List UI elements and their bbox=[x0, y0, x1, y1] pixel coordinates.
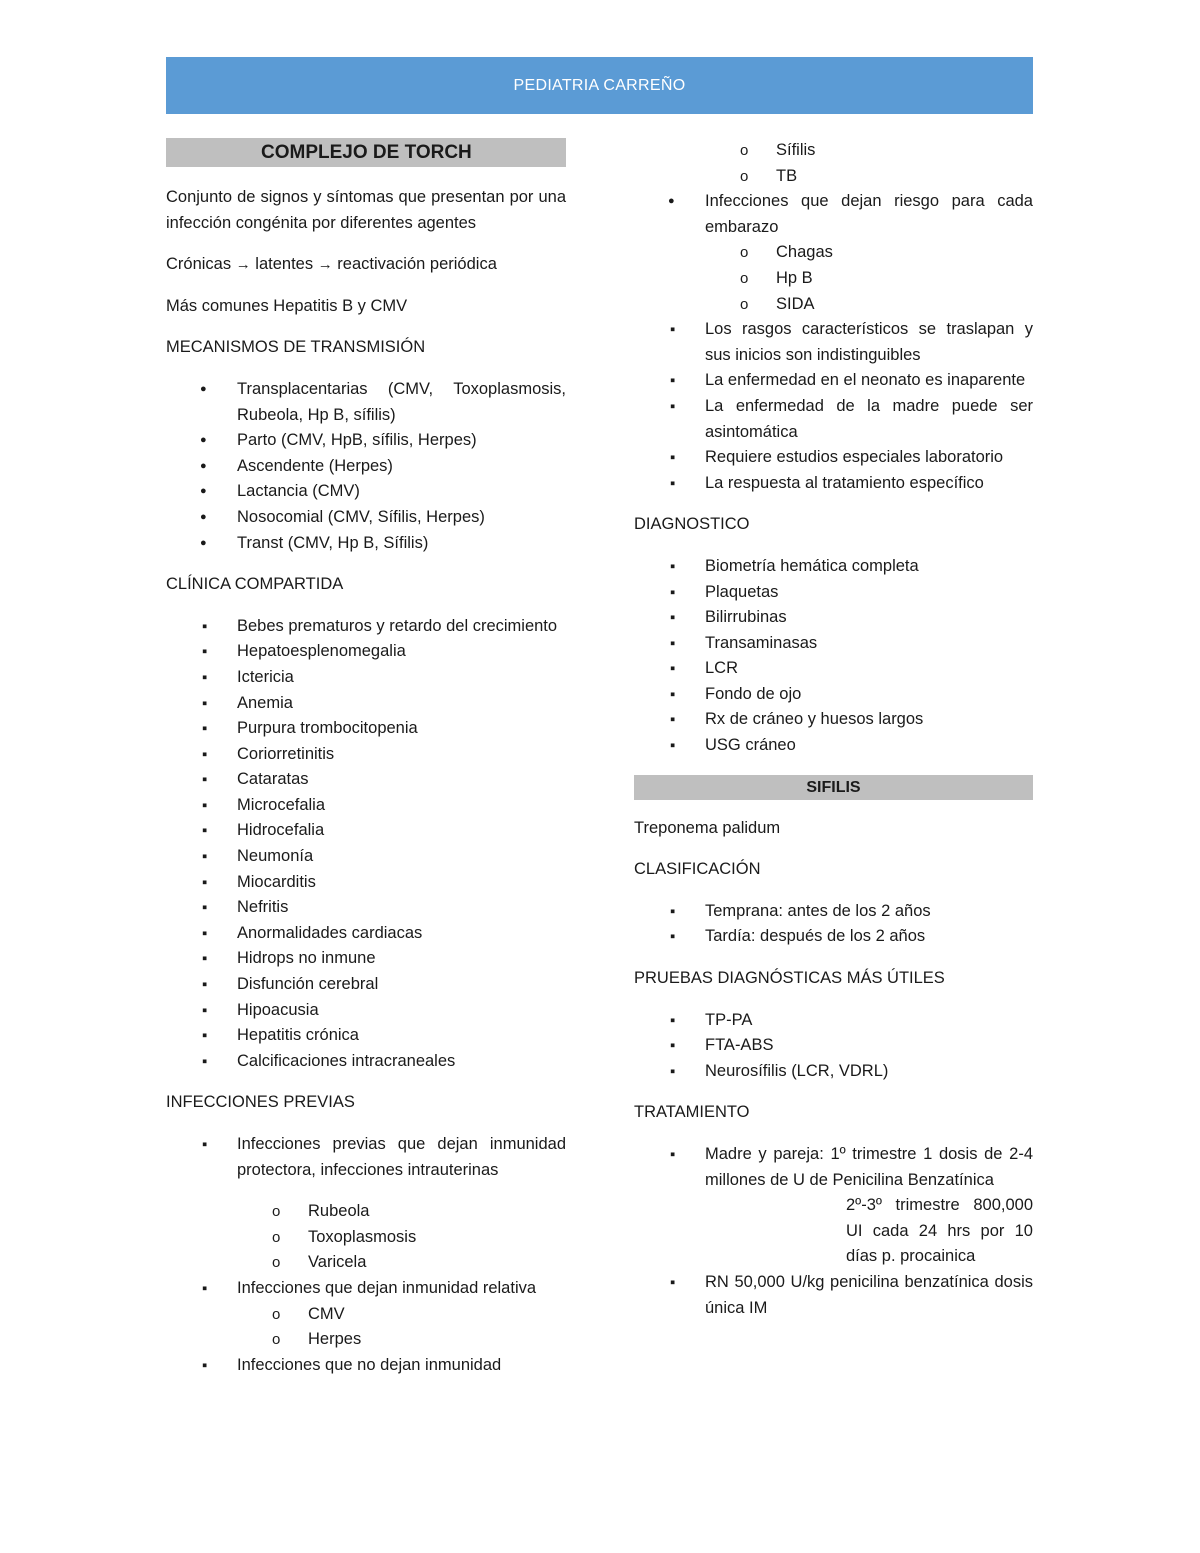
cronicas-b: latentes bbox=[255, 255, 314, 274]
list-item: ▪ LCR bbox=[634, 656, 1033, 682]
list-item: ▪ Hepatoesplenomegalia bbox=[166, 639, 566, 665]
list-item: ● Transt (CMV, Hp B, Sífilis) bbox=[166, 531, 566, 557]
clasificacion-list bbox=[634, 899, 1033, 950]
sifilis-title: SIFILIS bbox=[634, 775, 1033, 800]
list-item: ▪ Anormalidades cardiacas bbox=[166, 921, 566, 947]
list-item: ▪ Bilirrubinas bbox=[634, 605, 1033, 631]
tratamiento-heading: TRATAMIENTO bbox=[634, 1103, 750, 1122]
list-item: ● Transplacentarias (CMV, Toxoplasmosis, Rubeola, Hp B, sífilis) bbox=[166, 377, 566, 428]
list-item: ▪ Bebes prematuros y retardo del crecimiento bbox=[166, 614, 566, 640]
diagnostico-heading: DIAGNOSTICO bbox=[634, 515, 750, 534]
infecciones-heading: INFECCIONES PREVIAS bbox=[166, 1093, 355, 1112]
list-item: ▪ Hidrops no inmune bbox=[166, 946, 566, 972]
list-item: o Herpes bbox=[166, 1327, 566, 1353]
list-item: ▪ Transaminasas bbox=[634, 631, 1033, 657]
list-item: ▪ Madre y pareja: 1º trimestre 1 dosis de 2-4 millones de U de Penicilina Benzatínica bbox=[634, 1142, 1033, 1193]
list-item: ▪ Disfunción cerebral bbox=[166, 972, 566, 998]
cronicas-c: reactivación periódica bbox=[337, 255, 497, 274]
left-column bbox=[166, 138, 566, 1378]
arrow-right-icon: → bbox=[317, 256, 333, 274]
arrow-right-icon: → bbox=[235, 256, 251, 274]
list-item: ▪ Nefritis bbox=[166, 895, 566, 921]
infecciones-list-3 bbox=[166, 1353, 566, 1379]
list-item: ▪ Purpura trombocitopenia bbox=[166, 716, 566, 742]
header-title: PEDIATRIA CARREÑO bbox=[513, 76, 686, 94]
list-item: ▪ Ictericia bbox=[166, 665, 566, 691]
list-item: ▪ La enfermedad en el neonato es inaparente bbox=[634, 368, 1033, 394]
infecciones-sublist-2 bbox=[166, 1302, 566, 1353]
sublist-3 bbox=[634, 138, 1033, 189]
list-item: o Rubeola bbox=[166, 1199, 566, 1225]
riesgo-list bbox=[634, 189, 1033, 240]
tratamiento-list-2 bbox=[634, 1270, 1033, 1321]
list-item: ▪ Infecciones que no dejan inmunidad bbox=[166, 1353, 566, 1379]
list-item: o TB bbox=[634, 164, 1033, 190]
infecciones-list-2 bbox=[166, 1276, 566, 1302]
list-item: o Toxoplasmosis bbox=[166, 1225, 566, 1251]
list-item: o SIDA bbox=[634, 292, 1033, 318]
mas-comunes: Más comunes Hepatitis B y CMV bbox=[166, 296, 408, 315]
list-item: o Chagas bbox=[634, 240, 1033, 266]
page-header bbox=[166, 57, 1033, 114]
list-item: ▪ Neurosífilis (LCR, VDRL) bbox=[634, 1059, 1033, 1085]
tratamiento-list bbox=[634, 1142, 1033, 1193]
list-item: o Varicela bbox=[166, 1250, 566, 1276]
list-item: ▪ Temprana: antes de los 2 años bbox=[634, 899, 1033, 925]
list-item: ▪ Microcefalia bbox=[166, 793, 566, 819]
list-item: ▪ Plaquetas bbox=[634, 580, 1033, 606]
infecciones-list bbox=[166, 1132, 566, 1183]
list-item: ▪ FTA-ABS bbox=[634, 1033, 1033, 1059]
list-item: o Hp B bbox=[634, 266, 1033, 292]
list-item: ▪ La enfermedad de la madre puede ser asintomática bbox=[634, 394, 1033, 445]
rasgos-list bbox=[634, 317, 1033, 496]
tratamiento-continuation: 2º-3º trimestre 800,000 UI cada 24 hrs por 10 días p. procainica bbox=[846, 1196, 1033, 1266]
list-item: ▪ Coriorretinitis bbox=[166, 742, 566, 768]
list-item: ▪ Biometría hemática completa bbox=[634, 554, 1033, 580]
diagnostico-list bbox=[634, 554, 1033, 759]
list-item: ▪ Fondo de ojo bbox=[634, 682, 1033, 708]
infecciones-sublist-1 bbox=[166, 1199, 566, 1276]
list-item: ▪ Infecciones que dejan inmunidad relativa bbox=[166, 1276, 566, 1302]
list-item: ● Infecciones que dejan riesgo para cada embarazo bbox=[634, 189, 1033, 240]
list-item: ▪ Tardía: después de los 2 años bbox=[634, 924, 1033, 950]
torch-title: COMPLEJO DE TORCH bbox=[166, 138, 566, 167]
list-item: ▪ Calcificaciones intracraneales bbox=[166, 1049, 566, 1075]
mecanismos-heading: MECANISMOS DE TRANSMISIÓN bbox=[166, 338, 426, 357]
list-item: ▪ La respuesta al tratamiento específico bbox=[634, 471, 1033, 497]
list-item: ▪ RN 50,000 U/kg penicilina benzatínica dosis única IM bbox=[634, 1270, 1033, 1321]
list-item: ▪ Los rasgos característicos se traslapan y sus inicios son indistinguibles bbox=[634, 317, 1033, 368]
sifilis-agent: Treponema palidum bbox=[634, 818, 781, 837]
list-item: ● Lactancia (CMV) bbox=[166, 479, 566, 505]
right-column bbox=[634, 138, 1033, 1321]
list-item: ● Ascendente (Herpes) bbox=[166, 454, 566, 480]
pruebas-list bbox=[634, 1008, 1033, 1085]
torch-intro: Conjunto de signos y síntomas que presentan por una infección congénita por diferentes agentes bbox=[166, 188, 566, 232]
list-item: ▪ Anemia bbox=[166, 691, 566, 717]
list-item: ▪ USG cráneo bbox=[634, 733, 1033, 759]
list-item: ▪ Hipoacusia bbox=[166, 998, 566, 1024]
mecanismos-list bbox=[166, 377, 566, 556]
list-item: o Sífilis bbox=[634, 138, 1033, 164]
sublist-4 bbox=[634, 240, 1033, 317]
cronicas-a: Crónicas bbox=[166, 255, 232, 274]
list-item: ▪ Miocarditis bbox=[166, 870, 566, 896]
pruebas-heading: PRUEBAS DIAGNÓSTICAS MÁS ÚTILES bbox=[634, 969, 945, 988]
list-item: ▪ Hepatitis crónica bbox=[166, 1023, 566, 1049]
list-item: ▪ Neumonía bbox=[166, 844, 566, 870]
clinica-list bbox=[166, 614, 566, 1075]
clasificacion-heading: CLASIFICACIÓN bbox=[634, 860, 761, 879]
list-item: o CMV bbox=[166, 1302, 566, 1328]
list-item: ▪ Infecciones previas que dejan inmunidad protectora, infecciones intrauterinas bbox=[166, 1132, 566, 1183]
list-item: ▪ Hidrocefalia bbox=[166, 818, 566, 844]
list-item: ▪ TP-PA bbox=[634, 1008, 1033, 1034]
list-item: ▪ Requiere estudios especiales laboratorio bbox=[634, 445, 1033, 471]
list-item: ● Nosocomial (CMV, Sífilis, Herpes) bbox=[166, 505, 566, 531]
list-item: ▪ Rx de cráneo y huesos largos bbox=[634, 707, 1033, 733]
list-item: ● Parto (CMV, HpB, sífilis, Herpes) bbox=[166, 428, 566, 454]
cronicas-line bbox=[166, 252, 566, 278]
clinica-heading: CLÍNICA COMPARTIDA bbox=[166, 575, 344, 594]
list-item: ▪ Cataratas bbox=[166, 767, 566, 793]
